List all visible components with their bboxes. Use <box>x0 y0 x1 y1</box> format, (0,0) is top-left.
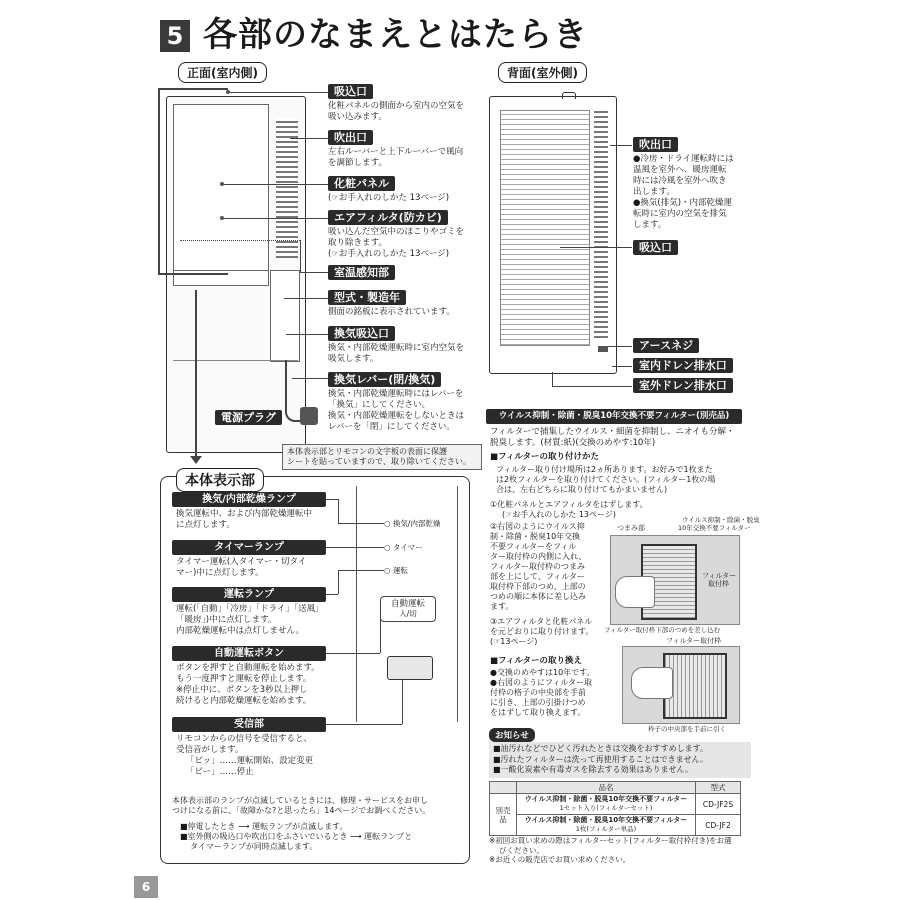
front-panel <box>173 104 269 271</box>
back-handle <box>562 92 576 99</box>
desc-decor-panel: (☞お手入れのしかた 13ページ) <box>328 193 450 203</box>
label-outlet: 吹出口 <box>328 130 373 145</box>
fig-label-claw: フィルター取付枠下部のつめを差し込む <box>604 626 721 634</box>
front-bracket-top <box>158 88 228 90</box>
back-heading: 背面(室外側) <box>498 62 587 83</box>
leader-lever <box>292 378 328 379</box>
display-arrow-head <box>190 456 202 464</box>
leader-back-outlet <box>610 145 632 146</box>
table-header-name: 品名 <box>517 782 696 794</box>
desc-model-year: 側面の銘板に表示されています。 <box>328 307 455 317</box>
lamp-timer: ○ タイマー <box>384 543 423 552</box>
lamp-vent: ○ 換気/内部乾燥 <box>384 519 441 528</box>
leader-panel <box>222 184 328 185</box>
sec-run-lamp-body: 運転(「自動」「冷房」「ドライ」「送風」 「暖房」)中に点灯します。 内部乾燥運転中は点灯しません。 <box>176 604 324 636</box>
table-row-label: 別売品 <box>490 794 517 836</box>
fig2-label-pull: 枠子の中央部を手前に引く <box>648 725 726 733</box>
conn-receiver-v <box>402 676 403 724</box>
fig2-label-frame: フィルター取付枠 <box>666 637 722 645</box>
sec-receiver-body: リモコンからの信号を受信すると、 受信音がします。 「ピッ」……運転開始、設定変更 「ピー」……停止 <box>176 734 314 777</box>
lamp-run-circle: ○ <box>384 566 393 575</box>
ground-screw-shape <box>598 346 608 352</box>
leader-filter <box>222 218 328 219</box>
table-row-2-name: ウイルス抑制・除菌・脱臭10年交換不要フィルター 1枚(フィルター単品) <box>517 815 696 836</box>
label-inlet: 吸込口 <box>328 84 373 99</box>
desc-vent-inlet: 換気・内部乾燥運転時に室内空気を 吸気します。 <box>328 343 465 364</box>
front-bracket-bottom <box>158 273 228 275</box>
leader-outdoor-drain-v <box>552 372 553 386</box>
lamp-timer-circle: ○ <box>384 543 393 552</box>
replace-title: ■フィルターの取り換え <box>490 656 583 666</box>
desc-air-filter: 吸い込んだ空気中のほこりやゴミを 取り除きます。 (☞お手入れのしかた 13ページ) <box>328 227 465 259</box>
auto-run-label: 自動運転 入/切 <box>380 596 436 622</box>
leader-filter-dotted <box>180 240 300 242</box>
sec-vent-lamp-body: 換気運転中、および内部乾燥運転中 に点灯します。 <box>176 509 313 530</box>
conn-receiver <box>326 724 402 725</box>
label-vent-lever: 換気レバー(閉/換気) <box>328 372 441 387</box>
leader-outdoor-drain <box>552 386 632 387</box>
sec-auto-button-title: 自動運転ボタン <box>172 646 326 661</box>
notice-title: お知らせ <box>489 728 535 742</box>
conn-vent-lamp <box>326 499 338 500</box>
back-outlet-grille <box>594 110 608 338</box>
conn-timer-lamp <box>326 547 384 548</box>
label-model-year: 型式・製造年 <box>328 290 406 305</box>
fig-label-filter-name-1: ウイルス抑制・除菌・脱臭 <box>682 516 760 524</box>
sec-timer-lamp-title: タイマーランプ <box>172 540 326 555</box>
desc-vent-lever: 換気・内部乾燥運転時にはレバーを 「換気」にしてください。 換気・内部乾燥運転をしないときは レバーを「閉」にしてください。 <box>328 389 465 432</box>
dot-inlet <box>226 90 230 94</box>
display-heading: 本体表示部 <box>176 468 264 492</box>
sec-vent-lamp-title: 換気/内部乾燥ランプ <box>172 492 326 507</box>
conn-auto-button-v <box>380 618 381 653</box>
conn-vent-lamp-h <box>338 523 384 524</box>
attach-body: フィルター取り付け場所は2ヵ所あります。お好みで1枚また は2枚フィルターを取り付けてください。(フィルター1枚の場 合は、左右どちらに取り付けてもかまいません) <box>496 465 716 494</box>
step-3: ③エアフィルタと化粧パネル を元どおりに取り付けます。 (☞13ページ) <box>490 617 594 646</box>
replace-body: ●交換のめやすは10年です。 ●右図のようにフィルター取 付枠の格子の中央部を手前 に引き、上部の引掛けつめ をはずして取り換えます。 <box>490 668 595 717</box>
back-label-inlet: 吸込口 <box>633 240 678 255</box>
page-title: 各部のなまえとはたらき <box>203 15 588 55</box>
sec-run-lamp-title: 運転ランプ <box>172 587 326 602</box>
display-bullets: ■停電したとき ⟶ 運転ランプが点滅します。 ■室外側の吸込口や吹出口をふさいでいるとき ⟶ 運転ランプと タイマーランプが同時点滅します。 <box>180 822 413 851</box>
table-row-1-model: CD-JF2S <box>696 794 741 815</box>
back-label-indoor-drain: 室内ドレン排水口 <box>633 358 733 373</box>
leader-sensor-v <box>300 240 301 272</box>
front-heading: 正面(室内側) <box>178 62 267 83</box>
leader-outlet <box>290 138 328 139</box>
conn-auto-button <box>326 653 380 654</box>
filter-replace-figure <box>622 646 740 724</box>
dot-panel <box>220 182 224 186</box>
front-control-strip <box>270 270 300 362</box>
table-empty-corner <box>490 782 517 794</box>
desc-outlet: 左右ルーバーと上下ルーバーで風向 を調節します。 <box>328 147 464 168</box>
desc-inlet: 化粧パネルの側面から室内の空気を 吸い込みます。 <box>328 101 465 122</box>
back-desc-outlet: ●冷房・ドライ運転時には 温風を室外へ、暖房運転 時には冷風を室外へ吹き 出します。 ●換気(排気)・内部乾燥運 転時に室内の空気を排気 します。 <box>633 154 734 230</box>
conn-run-lamp-v <box>338 570 339 594</box>
virus-filter-heading: ウイルス抑制・除菌・脱臭10年交換不要フィルター(別売品) <box>486 409 742 424</box>
lamp-vent-circle: ○ <box>384 519 393 528</box>
virus-filter-intro: フィルターで捕集したウイルス・細菌を抑制し、ニオイも分解・ 脱臭します。(材質:紙)(交換のめやす:10年) <box>490 427 735 448</box>
leader-sensor <box>300 272 328 273</box>
label-air-filter: エアフィルタ(防カビ) <box>328 210 448 225</box>
fig-label-knob: つまみ部 <box>617 524 645 532</box>
fig-label-filter-name-2: 10年交換不要フィルター <box>678 524 751 532</box>
front-outlet-grille <box>276 118 298 258</box>
conn-run-lamp-h <box>338 570 384 571</box>
options-table <box>489 781 741 836</box>
back-label-outdoor-drain: 室外ドレン排水口 <box>633 378 733 393</box>
sec-receiver-title: 受信部 <box>172 717 326 732</box>
display-note: 本体表示部のランプが点滅しているときには、修理・サービスをお申し つけになる前に、「故障かな?と思ったら」14ページでお調べください。 <box>172 796 431 815</box>
auto-run-button[interactable] <box>387 656 433 680</box>
notice-box: ■油汚れなどでひどく汚れたときは交換をおすすめします。 ■汚れたフィルターは洗って再使用することはできません。 ■一酸化炭素や有毒ガスを除去する効果はありません。 <box>489 742 751 778</box>
table-row-2-model: CD-JF2 <box>696 815 741 836</box>
fig-label-frame-2: 取付枠 <box>708 580 729 588</box>
hand-shape <box>615 576 655 608</box>
leader-vent <box>286 334 328 335</box>
step-2: ②右図のようにウイルス抑 制・除菌・脱臭10年交換 不要フィルターをフィル ター取付枠の内側に入れ、 フィルター取付枠のつまみ 部を上にして、フィルター 取付枠下部のつめ、上部の つめの順に本体に差し込み ます。 <box>490 522 587 611</box>
sec-auto-button-body: ボタンを押すと自動運転を始めます。 もう一度押すと運転を停止します。 ※停止中に、ボタンを3秒以上押し 続けると内部乾燥運転を始めます。 <box>176 663 320 706</box>
leader-inlet <box>228 92 328 93</box>
display-arrow-line <box>195 290 197 460</box>
attach-title: ■フィルターの取り付けかた <box>490 452 600 462</box>
sticker-note: 本体表示部とリモコンの文字板の表面に保護 シートを貼っていますので、取り除いてください。 <box>282 444 482 470</box>
label-temp-sensor: 室温感知部 <box>328 265 395 280</box>
hand2-shape <box>631 667 673 699</box>
sec-timer-lamp-body: タイマー運転(入タイマー・切タイ マー)中に点灯します。 <box>176 557 307 578</box>
conn-run-lamp <box>326 594 338 595</box>
power-plug-label: 電源プラグ <box>215 410 282 425</box>
leader-back-inlet <box>560 247 632 248</box>
label-decor-panel: 化粧パネル <box>328 176 395 191</box>
table-row-1-name: ウイルス抑制・除菌・脱臭10年交換不要フィルター 1セット入り(フィルターセット) <box>517 794 696 815</box>
table-footnotes: ※初回お買い求めの際はフィルターセット(フィルター取付枠付き)をお選 びください。 ※お近くの販売店でお買い求めください。 <box>489 836 732 864</box>
back-label-outlet: 吹出口 <box>633 137 678 152</box>
table-header-model: 型式 <box>696 782 741 794</box>
label-vent-inlet: 換気吸込口 <box>328 326 395 341</box>
conn-vent-lamp-v <box>338 499 339 523</box>
leader-indoor-drain <box>612 366 632 367</box>
leader-model <box>284 298 328 299</box>
back-label-ground: アースネジ <box>633 338 699 353</box>
fig-label-frame-1: フィルター <box>702 572 737 580</box>
page-number: 6 <box>134 876 158 898</box>
power-plug-shape <box>300 407 318 425</box>
front-bottom <box>173 360 298 441</box>
dot-filter <box>220 216 224 220</box>
leader-ground <box>608 346 632 347</box>
lamp-run: ○ 運転 <box>384 566 408 575</box>
back-inlet-grille <box>500 110 590 346</box>
section-number-badge: 5 <box>160 20 190 52</box>
step-1: ①化粧パネルとエアフィルタをはずします。 (☞お手入れのしかた 13ページ) <box>490 500 648 519</box>
front-bracket-left <box>158 88 160 273</box>
